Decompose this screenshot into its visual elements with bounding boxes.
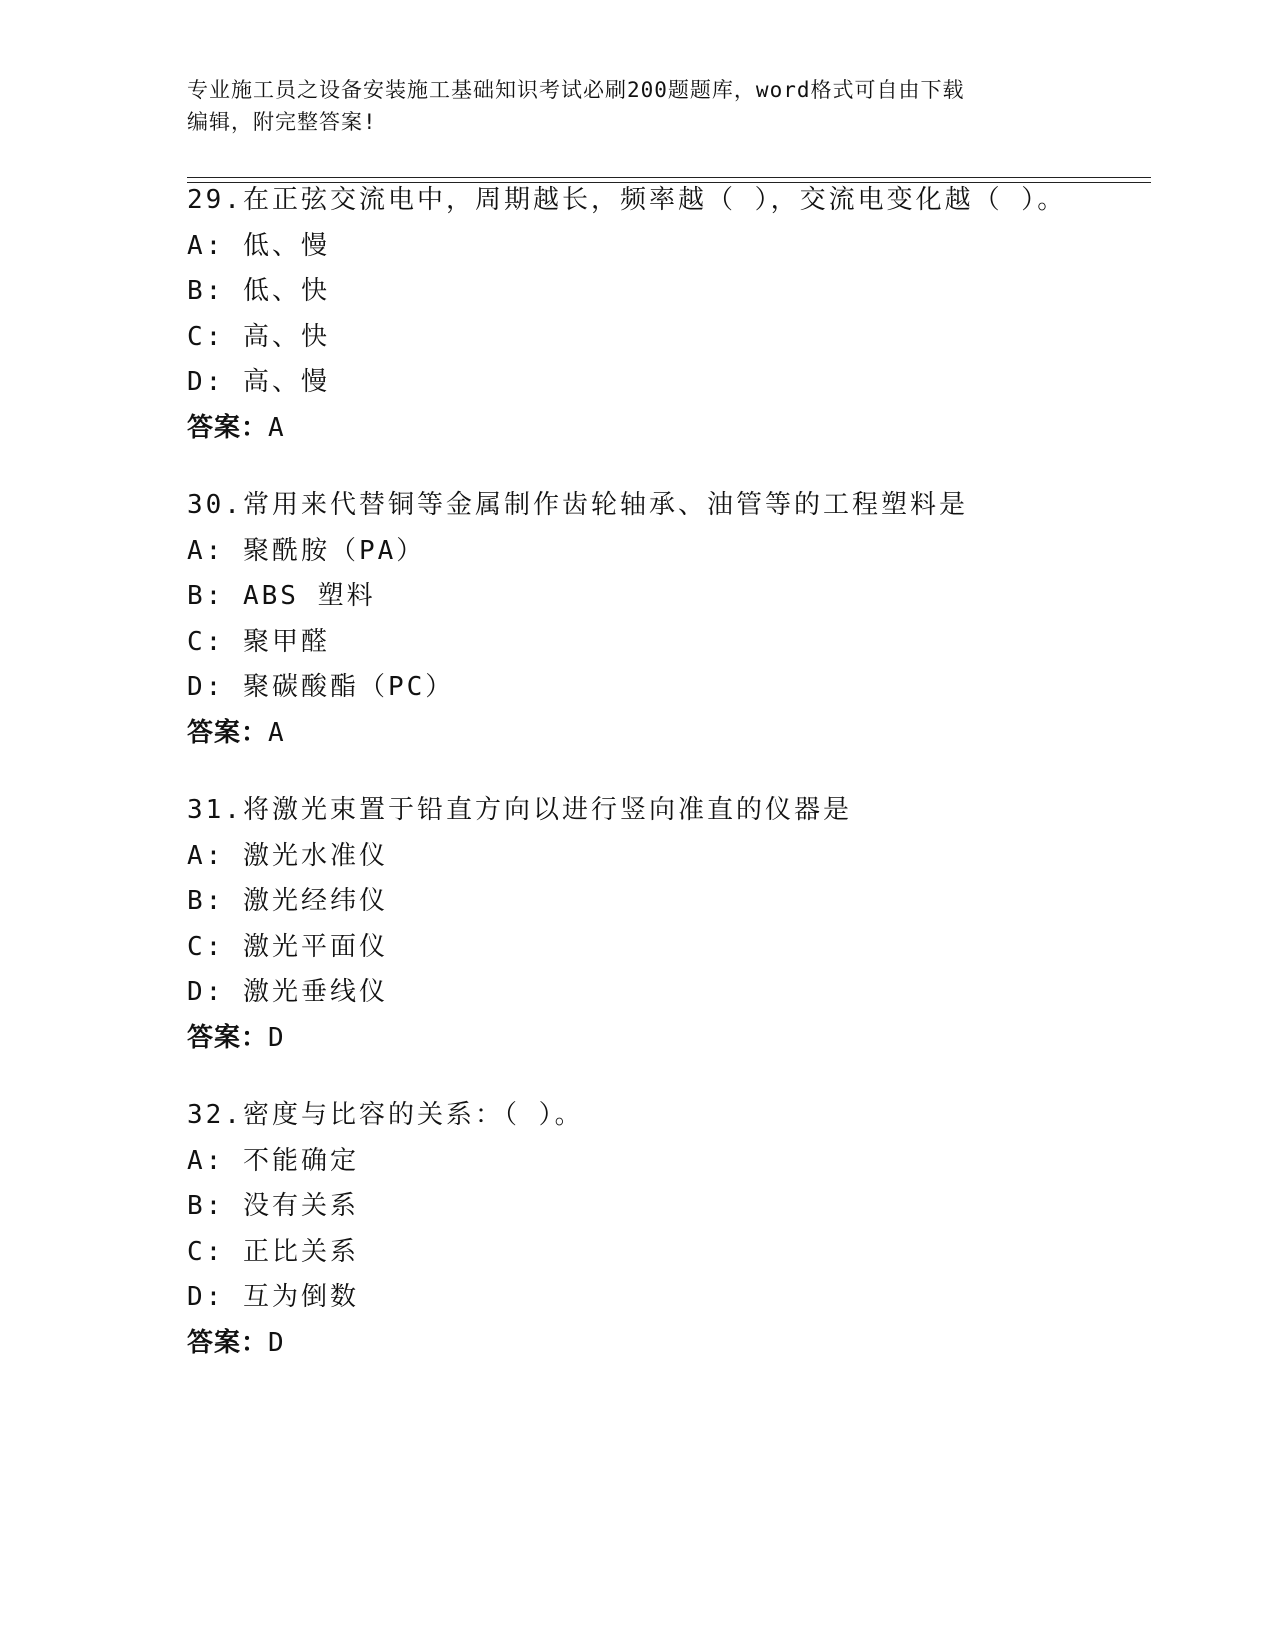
answer-label: 答案： <box>187 717 269 748</box>
question-31 <box>187 788 1147 1061</box>
answer-label: 答案： <box>187 1022 269 1053</box>
document-header <box>187 74 1087 138</box>
option-b: B: 没有关系 <box>187 1191 359 1221</box>
answer-line <box>187 1016 1147 1062</box>
question-30 <box>187 483 1147 756</box>
option-b: B: 低、快 <box>187 276 330 306</box>
option-a: A: 低、慢 <box>187 230 330 261</box>
option-c: C: 正比关系 <box>187 1236 359 1267</box>
option-a: A: 不能确定 <box>187 1145 359 1176</box>
answer-line <box>187 711 1147 757</box>
option-a: A: 聚酰胺（PA） <box>187 535 426 566</box>
option-d: D: 互为倒数 <box>187 1282 359 1312</box>
option-c: C: 高、快 <box>187 321 330 352</box>
option-d: D: 聚碳酸酯（PC） <box>187 672 455 702</box>
answer-value: D <box>268 1327 285 1358</box>
answer-line <box>187 406 1147 452</box>
question-stem: 31.将激光束置于铅直方向以进行竖向准直的仪器是 <box>187 795 852 825</box>
option-a: A: 激光水准仪 <box>187 840 388 871</box>
option-b: B: 激光经纬仪 <box>187 886 388 916</box>
option-b: B: ABS 塑料 <box>187 581 376 611</box>
answer-value: D <box>268 1022 285 1053</box>
answer-label: 答案： <box>187 412 269 443</box>
question-stem: 29.在正弦交流电中，周期越长，频率越（ ），交流电变化越（ ）。 <box>187 185 1067 215</box>
answer-value: A <box>268 717 285 748</box>
question-29 <box>187 178 1147 451</box>
option-c: C: 激光平面仪 <box>187 931 388 962</box>
answer-value: A <box>268 412 285 443</box>
question-stem: 32.密度与比容的关系：（ ）。 <box>187 1100 584 1130</box>
answer-line <box>187 1321 1147 1367</box>
header-line-2: 编辑，附完整答案! <box>187 110 377 134</box>
option-d: D: 高、慢 <box>187 367 330 397</box>
header-line-1: 专业施工员之设备安装施工基础知识考试必刷200题题库，word格式可自由下载 <box>187 78 965 102</box>
question-stem: 30.常用来代替铜等金属制作齿轮轴承、油管等的工程塑料是 <box>187 490 968 520</box>
option-c: C: 聚甲醛 <box>187 626 330 657</box>
question-32 <box>187 1093 1147 1366</box>
answer-label: 答案： <box>187 1327 269 1358</box>
option-d: D: 激光垂线仪 <box>187 977 388 1007</box>
